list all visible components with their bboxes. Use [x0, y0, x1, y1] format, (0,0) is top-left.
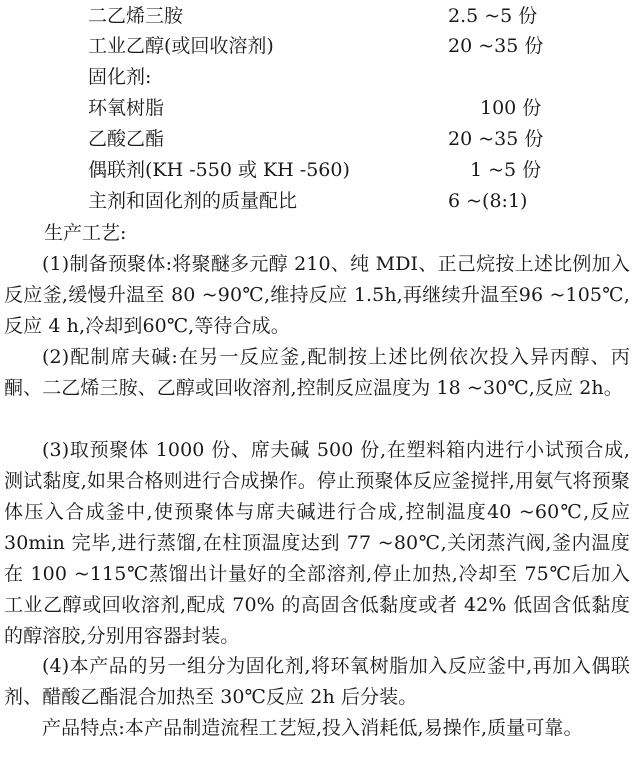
ingredient-amount: 100 份: [480, 97, 542, 119]
ingredient-name: 二乙烯三胺: [88, 5, 184, 27]
document-page: 二乙烯三胺 2.5 ~5 份 工业乙醇(或回收溶剂) 20 ~35 份 固化剂: 环氧树脂 100 份 乙酸乙酯 20 ~35 份 偶联剂(KH -550 或 KH -560) 1 ~5 份 主剂和固化剂的质量配比 6 ~(8:1) 生产工艺: (1)制备预聚体:将聚醚多元醇 210、纯 MDI、正己烷按上述比例加入反应釜,缓慢升温至 80 ~90℃,维持反应 1.5h,再继续升温至96 ~105℃,反应 4 h,冷却到60℃,等待合成。 (2)配制席夫碱:在另一反应釜,配制按上述比例依次投入异丙醇、丙酮、二乙烯三胺、乙醇或回收溶剂,控制反应温度为 18 ~30℃,反应 2h。 (3)取预聚体 1000 份、席夫碱 500 份,在塑料箱内进行小试预合成,测试黏度,如果合格则进行合成操作。停止预聚体反应釜搅拌,用氨气将预聚体压入合成釜中,使预聚体与席夫碱进行合成,控制温度40 ~60℃,反应 30min 完毕,进行蒸馏,在柱顶温度达到 77 ~80℃,关闭蒸汽阀,釜内温度在 100 ~115℃蒸馏出计量好的全部溶剂,停止加热,冷却至 75℃后加入工业乙醇或回收溶剂,配成 70% 的高固含低黏度或者 42% 低固含低黏度的醇溶胶,分别用容器封装。 (4)本产品的另一组分为固化剂,将环氧树脂加入反应釜中,再加入偶联剂、醋酸乙酯混合加热至 30℃反应 2h 后分装。 产品特点:本产品制造流程工艺短,投入消耗低,易操作,质量可靠。: [0, 0, 635, 778]
ingredient-name: 主剂和固化剂的质量配比: [88, 190, 298, 212]
ingredient-amount: 20 ~35 份: [448, 128, 544, 150]
paragraph-step-1: (1)制备预聚体:将聚醚多元醇 210、纯 MDI、正己烷按上述比例加入反应釜,缓慢升温至 80 ~90℃,维持反应 1.5h,再继续升温至96 ~105℃,反应 4 h,冷却到60℃,等待合成。: [4, 253, 630, 337]
paragraph-features: 产品特点:本产品制造流程工艺短,投入消耗低,易操作,质量可靠。: [42, 717, 583, 739]
ingredient-row: [88, 186, 628, 216]
ingredient-amount: 6 ~(8:1): [448, 190, 528, 212]
paragraph-step-4: (4)本产品的另一组分为固化剂,将环氧树脂加入反应釜中,再加入偶联剂、醋酸乙酯混合加热至 30℃反应 2h 后分装。: [4, 655, 630, 708]
paragraph-step-2: (2)配制席夫碱:在另一反应釜,配制按上述比例依次投入异丙醇、丙酮、二乙烯三胺、乙醇或回收溶剂,控制反应温度为 18 ~30℃,反应 2h。: [4, 346, 630, 399]
ingredient-amount: 1 ~5 份: [470, 159, 542, 181]
paragraph-step-3: (3)取预聚体 1000 份、席夫碱 500 份,在塑料箱内进行小试预合成,测试黏度,如果合格则进行合成操作。停止预聚体反应釜搅拌,用氨气将预聚体压入合成釜中,使预聚体与席夫碱进行合成,控制温度40 ~60℃,反应 30min 完毕,进行蒸馏,在柱顶温度达到 77 ~80℃,关闭蒸汽阀,釜内温度在 100 ~115℃蒸馏出计量好的全部溶剂,停止加热,冷却至 75℃后加入工业乙醇或回收溶剂,配成 70% 的高固含低黏度或者 42% 低固含低黏度的醇溶胶,分别用容器封装。: [4, 439, 630, 647]
ingredient-row: [88, 155, 628, 185]
ingredient-row: [88, 1, 628, 31]
ingredient-amount: 20 ~35 份: [448, 35, 544, 57]
ingredient-name: 工业乙醇(或回收溶剂): [88, 35, 274, 57]
ingredient-row: [88, 31, 628, 61]
ingredient-name: 偶联剂(KH -550 或 KH -560): [88, 159, 350, 181]
ingredient-name: 乙酸乙酯: [88, 128, 165, 150]
ingredient-name: 环氧树脂: [88, 97, 165, 119]
process-heading: 生产工艺:: [44, 222, 127, 244]
ingredient-row: [88, 93, 628, 123]
ingredient-row: [88, 124, 628, 154]
ingredient-amount: 2.5 ~5 份: [448, 5, 538, 27]
